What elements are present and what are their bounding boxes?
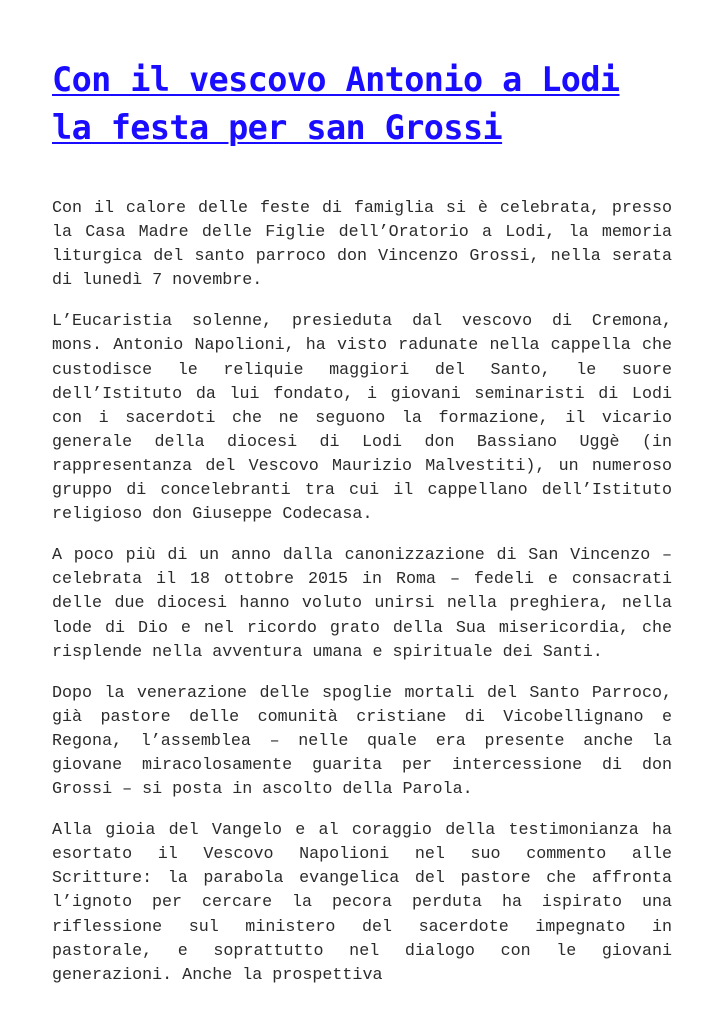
article-paragraph-4: Dopo la venerazione delle spoglie mortali del Santo Parroco, già pastore delle comunità cristiane di Vicobellignano e Regona, l’assemblea – nelle quale era presente anche la giovane miracolosamente guarita per intercessione di don Grossi – si posta in ascolto della Parola. [52, 683, 672, 800]
article-paragraph-2: L’Eucaristia solenne, presieduta dal vescovo di Cremona, mons. Antonio Napolioni, ha visto radunate nella cappella che custodisce le reliquie maggiori del Santo, le suore dell’Istituto da lui fondato, i giovani seminaristi di Lodi con i sacerdoti che ne seguono la formazione, il vicario generale della diocesi di Lodi don Bassiano Uggè (in rappresentanza del Vescovo Maurizio Malvestiti), un numeroso gruppo di concelebranti tra cui il cappellano dell’Istituto religioso don Giuseppe Codecasa. [52, 312, 672, 525]
article-paragraph-5: Alla gioia del Vangelo e al coraggio della testimonianza ha esortato il Vescovo Napolioni nel suo commento alle Scritture: la parabola evangelica del pastore che affronta l’ignoto per cercare la pecora perduta ha ispirato una riflessione sul ministero del sacerdote impegnato in pastorale, e soprattutto nel dialogo con le giovani generazioni. Anche la prospettiva [52, 821, 672, 985]
article-title-link[interactable]: Con il vescovo Antonio a Lodi la festa per san Grossi [52, 60, 620, 147]
article-paragraph-3: A poco più di un anno dalla canonizzazione di San Vincenzo – celebrata il 18 ottobre 2015 in Roma – fedeli e consacrati delle due diocesi hanno voluto unirsi nella preghiera, nella lode di Dio e nel ricordo grato della Sua misericordia, che risplende nella avventura umana e spirituale dei Santi. [52, 546, 672, 662]
article-page [52, 56, 672, 1005]
article-paragraph-1: Con il calore delle feste di famiglia si è celebrata, presso la Casa Madre delle Figlie dell’Oratorio a Lodi, la memoria liturgica del santo parroco don Vincenzo Grossi, nella serata di lunedì 7 novembre. [52, 199, 672, 291]
article-body [52, 197, 672, 988]
article-title [52, 56, 672, 152]
